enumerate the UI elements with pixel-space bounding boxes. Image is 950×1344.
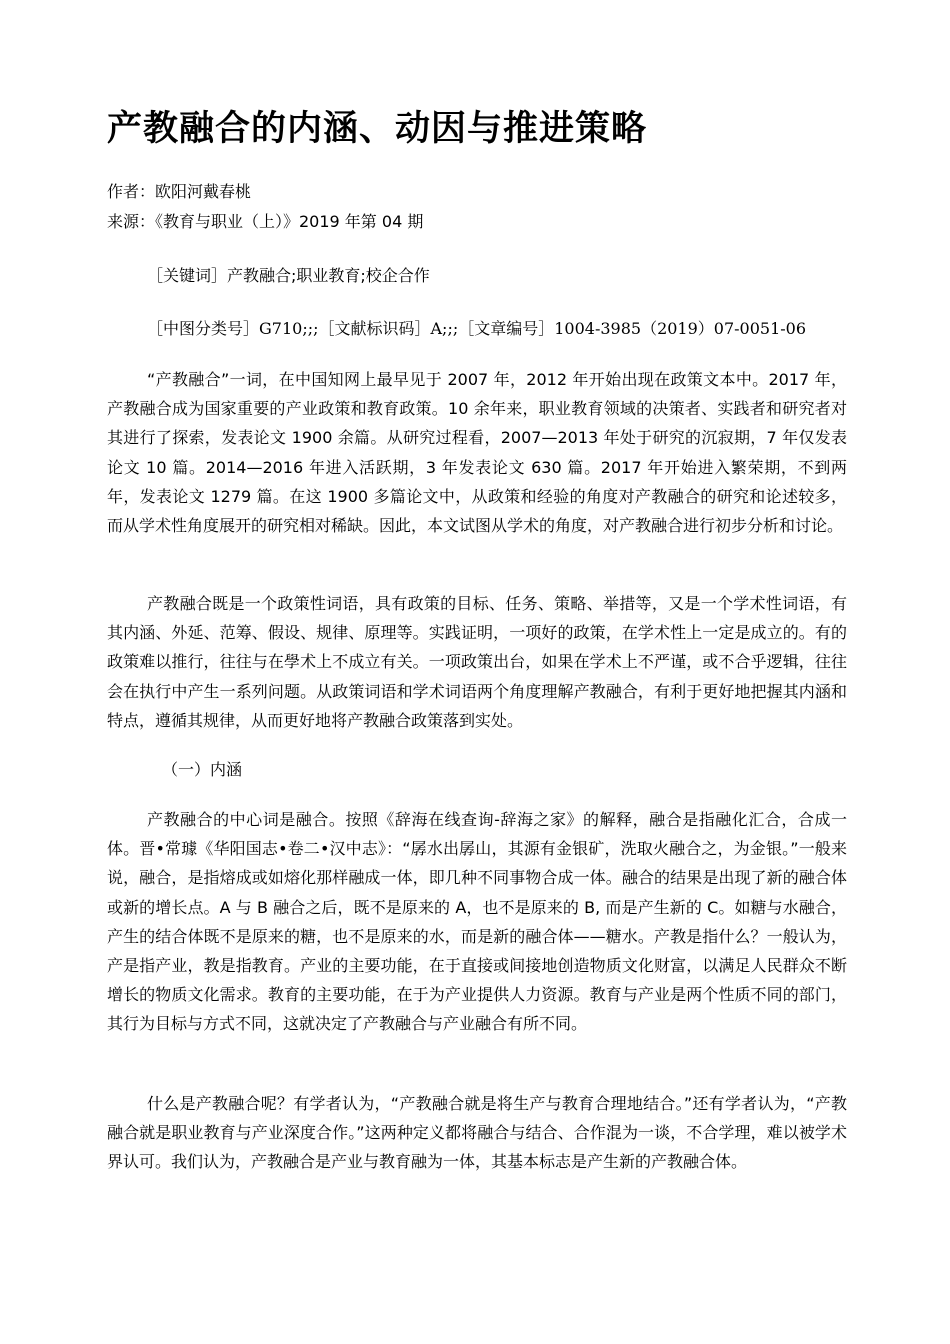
source-line: 来源：《教育与职业（上）》2019 年第 04 期: [107, 212, 424, 231]
body-paragraph: 产教融合既是一个政策性词语，具有政策的目标、任务、策略、举措等，又是一个学术性词语，有其内涵、外延、范筹、假设、规律、原理等。实践证明，一项好的政策，在学术性上一定是成立的。有的政策难以推行，往往与在學术上不成立有关。一项政策出台，如果在学术上不严谨，或不合乎逻辑，往往会在执行中产生一系列问题。从政策词语和学术词语两个角度理解产教融合，有利于更好地把握其内涵和特点，遵循其规律，从而更好地将产教融合政策落到实处。: [107, 594, 847, 730]
body-paragraph: “产教融合”一词，在中国知网上最早见于 2007 年，2012 年开始出现在政策文本中。2017 年，产教融合成为国家重要的产业政策和教育政策。10 余年来，职业教育领域的决策者、实践者和研究者对其进行了探索，发表论文 1900 余篇。从研究过程看，2007—2013 年处于研究的沉寂期，7 年仅发表论文 10 篇。2014—2016 年进入活跃期，3 年发表论文 630 篇。2017 年开始进入繁荣期，不到两年，发表论文 1279 篇。在这 1900 多篇论文中，从政策和经验的角度对产教融合的研究和论述较多，而从学术性角度展开的研究相对稀缺。因此，本文试图从学术的角度，对产教融合进行初步分析和讨论。: [107, 370, 847, 536]
article-title: 产教融合的内涵、动因与推进策略: [107, 109, 648, 149]
classification-line: ［中图分类号］G710;;;［文献标识码］A;;;［文章编号］1004-3985（2019）07-0051-06: [147, 319, 807, 338]
keywords-line: ［关键词］产教融合;职业教育;校企合作: [147, 266, 430, 285]
body-paragraph: 什么是产教融合呢？有学者认为，“产教融合就是将生产与教育合理地结合。”还有学者认为，“产教融合就是职业教育与产业深度合作。”这两种定义都将融合与结合、合作混为一谈，不合学理，难以被学术界认可。我们认为，产教融合是产业与教育融为一体，其基本标志是产生新的产教融合体。: [107, 1094, 847, 1172]
section-heading: （一）内涵: [162, 760, 243, 779]
body-paragraph: 产教融合的中心词是融合。按照《辞海在线查询-辞海之家》的解释，融合是指融化汇合，合成一体。晋•常璩《华阳国志•卷二•汉中志》：“孱水出孱山，其源有金银矿，洗取火融合之，为金银。”一般来说，融合，是指熔成或如熔化那样融成一体，即几种不同事物合成一体。融合的结果是出现了新的融合体或新的增长点。A 与 B 融合之后，既不是原来的 A，也不是原来的 B, 而是产生新的 C。如糖与水融合，产生的结合体既不是原来的糖，也不是原来的水，而是新的融合体——糖水。产教是指什么？一般认为，产是指产业，教是指教育。产业的主要功能，在于直接或间接地创造物质文化财富，以满足人民群众不断增长的物质文化需求。教育的主要功能，在于为产业提供人力资源。教育与产业是两个性质不同的部门，其行为目标与方式不同，这就决定了产教融合与产业融合有所不同。: [107, 810, 847, 1034]
author-line: 作者：欧阳河戴春桃: [107, 182, 252, 201]
